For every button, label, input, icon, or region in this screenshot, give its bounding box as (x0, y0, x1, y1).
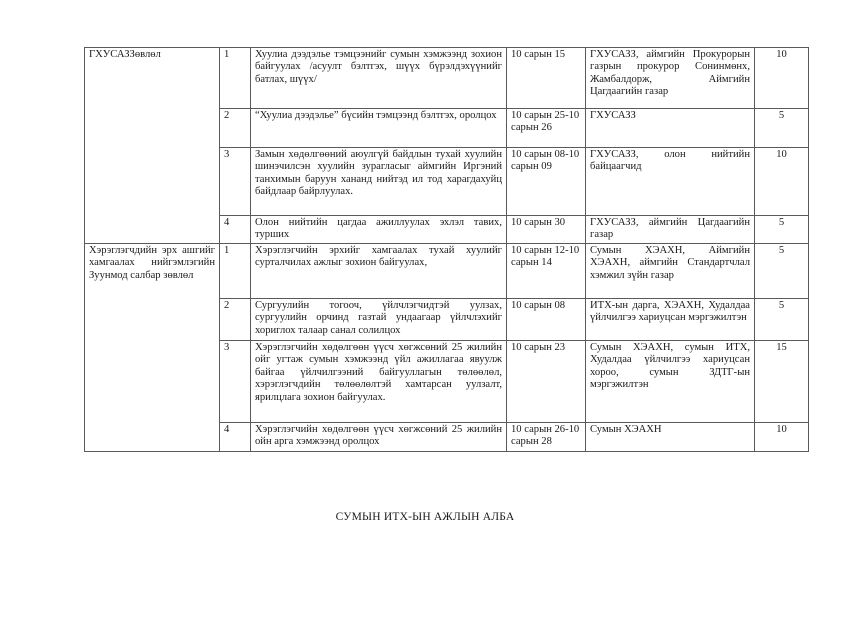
responsible-cell: ГХУСАЗЗ, аймгийн Прокурорын газрын прокурор Сонинмөнх, Жамбалдорж, Аймгийн Цагдаагийн газар (586, 48, 755, 109)
row-number: 4 (220, 216, 251, 244)
date-cell: 10 сарын 23 (507, 341, 586, 423)
row-number: 2 (220, 299, 251, 341)
table-row (85, 244, 809, 299)
activity-cell: Олон нийтийн цагдаа ажиллуулах эхлэл тавих, турших (251, 216, 507, 244)
activity-cell: “Хуулиа дээдэлье” бүсийн тэмцээнд бэлтгэх, оролцох (251, 109, 507, 148)
row-number: 1 (220, 244, 251, 299)
cost-cell: 5 (755, 216, 809, 244)
row-number: 3 (220, 148, 251, 216)
date-cell: 10 сарын 12-10 сарын 14 (507, 244, 586, 299)
date-cell: 10 сарын 15 (507, 48, 586, 109)
date-cell: 10 сарын 08-10 сарын 09 (507, 148, 586, 216)
cost-cell: 10 (755, 423, 809, 452)
cost-cell: 10 (755, 148, 809, 216)
cost-cell: 5 (755, 244, 809, 299)
activity-cell: Хуулиа дээдэлье тэмцээнийг сумын хэмжээнд зохион байгуулах /асуулт бэлтгэх, шүүх бүрэлдэхүүнийг батлах, шүүх/ (251, 48, 507, 109)
organization-cell: Хэрэглэгчдийн эрх ашгийг хамгаалах нийгэмлэгийн Зуунмод салбар зөвлөл (85, 244, 220, 452)
activity-cell: Замын хөдөлгөөний аюулгүй байдлын тухай хуулийн шинэчилсэн хуулийн зурагласыг аймгийн Иргэний танхимын баруун хананд нийтэд ил тод харагдахуйц байдлаар байрлуулах. (251, 148, 507, 216)
activity-plan-table (84, 47, 809, 452)
row-number: 4 (220, 423, 251, 452)
activity-cell: Хэрэглэгчийн хөдөлгөөн үүсч хөгжсөний 25 жилийн ойг угтаж сумын хэмжээнд үйл ажиллагаа явуулж байгаа үйлчилгээний байгууллагын төлөөлөл, хэрэглэгчдийн төлөөлөлтэй хамтарсан уулзалт, ярилцлага зохион байгуулах. (251, 341, 507, 423)
cost-cell: 10 (755, 48, 809, 109)
date-cell: 10 сарын 25-10 сарын 26 (507, 109, 586, 148)
date-cell: 10 сарын 26-10 сарын 28 (507, 423, 586, 452)
activity-cell: Хэрэглэгчийн хөдөлгөөн үүсч хөгжсөний 25 жилийн ойн арга хэмжээнд оролцох (251, 423, 507, 452)
cost-cell: 5 (755, 109, 809, 148)
responsible-cell: ГХУСАЗЗ, аймгийн Цагдаагийн газар (586, 216, 755, 244)
row-number: 3 (220, 341, 251, 423)
responsible-cell: ГХУСАЗЗ (586, 109, 755, 148)
cost-cell: 15 (755, 341, 809, 423)
responsible-cell: Сумын ХЭАХН (586, 423, 755, 452)
cost-cell: 5 (755, 299, 809, 341)
row-number: 1 (220, 48, 251, 109)
row-number: 2 (220, 109, 251, 148)
table-row (85, 48, 809, 109)
responsible-cell: ИТХ-ын дарга, ХЭАХН, Худалдаа үйлчилгээ хариуцсан мэргэжилтэн (586, 299, 755, 341)
responsible-cell: Сумын ХЭАХН, сумын ИТХ, Худалдаа үйлчилгээ хариуцсан хороо, сумын ЗДТГ-ын мэргэжилтэн (586, 341, 755, 423)
responsible-cell: ГХУСАЗЗ, олон нийтийн байцаагчид (586, 148, 755, 216)
organization-cell: ГХУСАЗЗөвлөл (85, 48, 220, 244)
responsible-cell: Сумын ХЭАХН, Аймгийн ХЭАХН, аймгийн Стандартчлал хэмжил зүйн газар (586, 244, 755, 299)
date-cell: 10 сарын 08 (507, 299, 586, 341)
date-cell: 10 сарын 30 (507, 216, 586, 244)
activity-cell: Сургуулийн тогооч, үйлчлэгчидтэй уулзах, сургуулийн орчинд газтай ундаагаар үйлчлэхийг хориглох талаар санал солилцох (251, 299, 507, 341)
section-heading: СУМЫН ИТХ-ЫН АЖЛЫН АЛБА (335, 511, 515, 523)
activity-cell: Хэрэглэгчийн эрхийг хамгаалах тухай хуулийг сурталчилах ажлыг зохион байгуулах, (251, 244, 507, 299)
